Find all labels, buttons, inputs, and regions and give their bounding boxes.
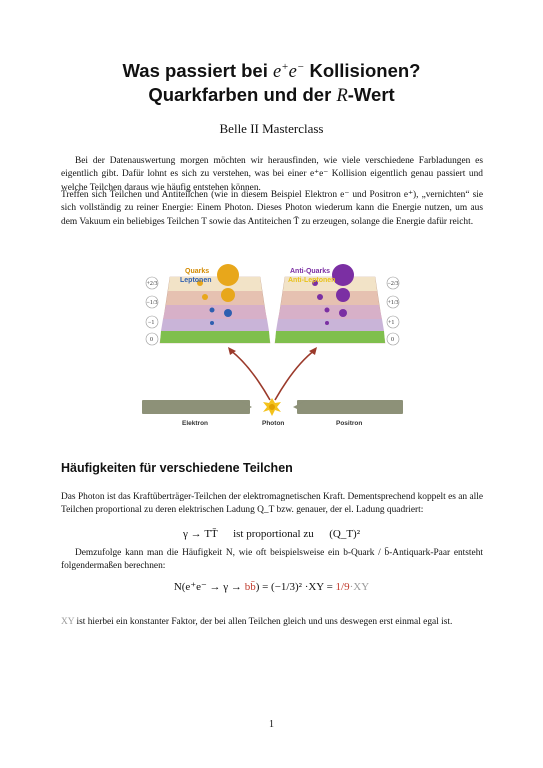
quark-sphere-b (221, 288, 235, 302)
left-charge-2: −1/3 (146, 300, 158, 306)
formula1-left: γ → TT̄ (182, 528, 218, 540)
title-line-1: Was passiert bei e+e− Kollisionen? (122, 60, 421, 82)
paragraph-5 (61, 616, 483, 629)
page-number: 1 (269, 719, 274, 730)
arrow-to-right-table (275, 350, 315, 400)
antiquark-sphere-b (336, 288, 350, 302)
left-charge-column (146, 277, 158, 345)
formula1-right: (Q_T)² (329, 528, 361, 540)
title-text-1-end: Kollisionen? (309, 60, 421, 81)
left-charge-3: −1 (148, 320, 155, 326)
left-charge-1: +2/3 (146, 281, 158, 287)
formula-proportional (0, 528, 543, 540)
quark-sphere-t (217, 264, 239, 286)
formula1-mid: ist proportional zu (233, 528, 314, 540)
electron-bar (142, 400, 250, 414)
right-charge-4: 0 (391, 337, 394, 343)
leptons-label: Leptonen (180, 277, 212, 284)
formula2-mid: ) = (−1/3)² ·XY = (255, 581, 336, 593)
particle-collision-figure (140, 255, 405, 435)
formula2-xy: ·XY (349, 581, 370, 593)
antiquarks-label: Anti-Quarks (290, 268, 331, 275)
para5-xy: XY (61, 617, 75, 627)
title-math-r: R (336, 86, 348, 106)
formula-frequency (0, 580, 543, 593)
arrow-to-left-table (230, 350, 270, 400)
author: Belle II Masterclass (219, 121, 324, 136)
formula2-bb: bb̄ (244, 581, 256, 593)
title-text-1: Was passiert bei (122, 60, 268, 81)
paragraph-4: Demzufolge kann man die Häufigkeit N, wie oft beispielsweise ein b-Quark / b̄-Antiquark-Paar entsteht folgendermaßen berechnen: (61, 548, 483, 572)
electron-label: Elektron (182, 420, 209, 427)
title-text-2: Quarkfarben und der (148, 84, 332, 105)
formula2-fraction: 1/9 (335, 581, 350, 593)
particle-table-right (275, 264, 385, 343)
left-charge-4: 0 (150, 337, 153, 343)
paragraph-3: Das Photon ist das Kraftüberträger-Teilchen der elektromagnetischen Kraft. Dementsprechend koppelt es an alle Teilchen proportional zu deren elektrischen Ladung Q_T bzw. genauer, der el. Ladung quadriert: (61, 492, 483, 516)
quarks-label: Quarks (185, 268, 210, 275)
right-charge-3: +1 (388, 320, 395, 326)
right-charge-2: +1/3 (387, 300, 399, 306)
photon-burst (263, 398, 281, 416)
paragraph-1: Bei der Datenauswertung morgen möchten wir herausfinden, wie viele verschiedene Farbladungen es eigentlich gibt. Dafür lohnt es sich zu verstehen, was bei einer e⁺e⁻ Kollision eigentlich genau passiert und welche Teilchen daraus wie häufig entstehen können. (61, 156, 483, 193)
positron-bar (297, 400, 403, 414)
para5-text: ist hierbei ein konstanter Faktor, der bei allen Teilchen gleich und uns deswegen erst einmal egal ist. (74, 617, 453, 627)
antileptons-label: Anti-Leptonen (288, 277, 336, 284)
particle-table-left (160, 264, 270, 343)
section-heading: Häufigkeiten für verschiedene Teilchen (61, 461, 293, 475)
title-line-2 (0, 84, 543, 107)
formula2-left: N(e⁺e⁻ → γ → (173, 581, 245, 593)
positron-label: Positron (336, 420, 363, 427)
photon-label: Photon (262, 420, 285, 427)
right-charge-column (387, 277, 399, 345)
paragraph-2: Treffen sich Teilchen und Antiteilchen (wie in diesem Beispiel Elektron e⁻ und Positron e⁺), „vernichten“ sie sich vollständig zu reiner Energie: Einem Photon. Dieses Photon wiederum kann die Energie nutzen, um aus dem Vakuum ein beliebiges Teilchen T sowie das Antiteichen T̄ zu erzeugen, solange die Energie dafür reicht. (61, 190, 483, 227)
title-text-2-end: -Wert (347, 84, 395, 105)
right-charge-1: −2/3 (387, 281, 399, 287)
